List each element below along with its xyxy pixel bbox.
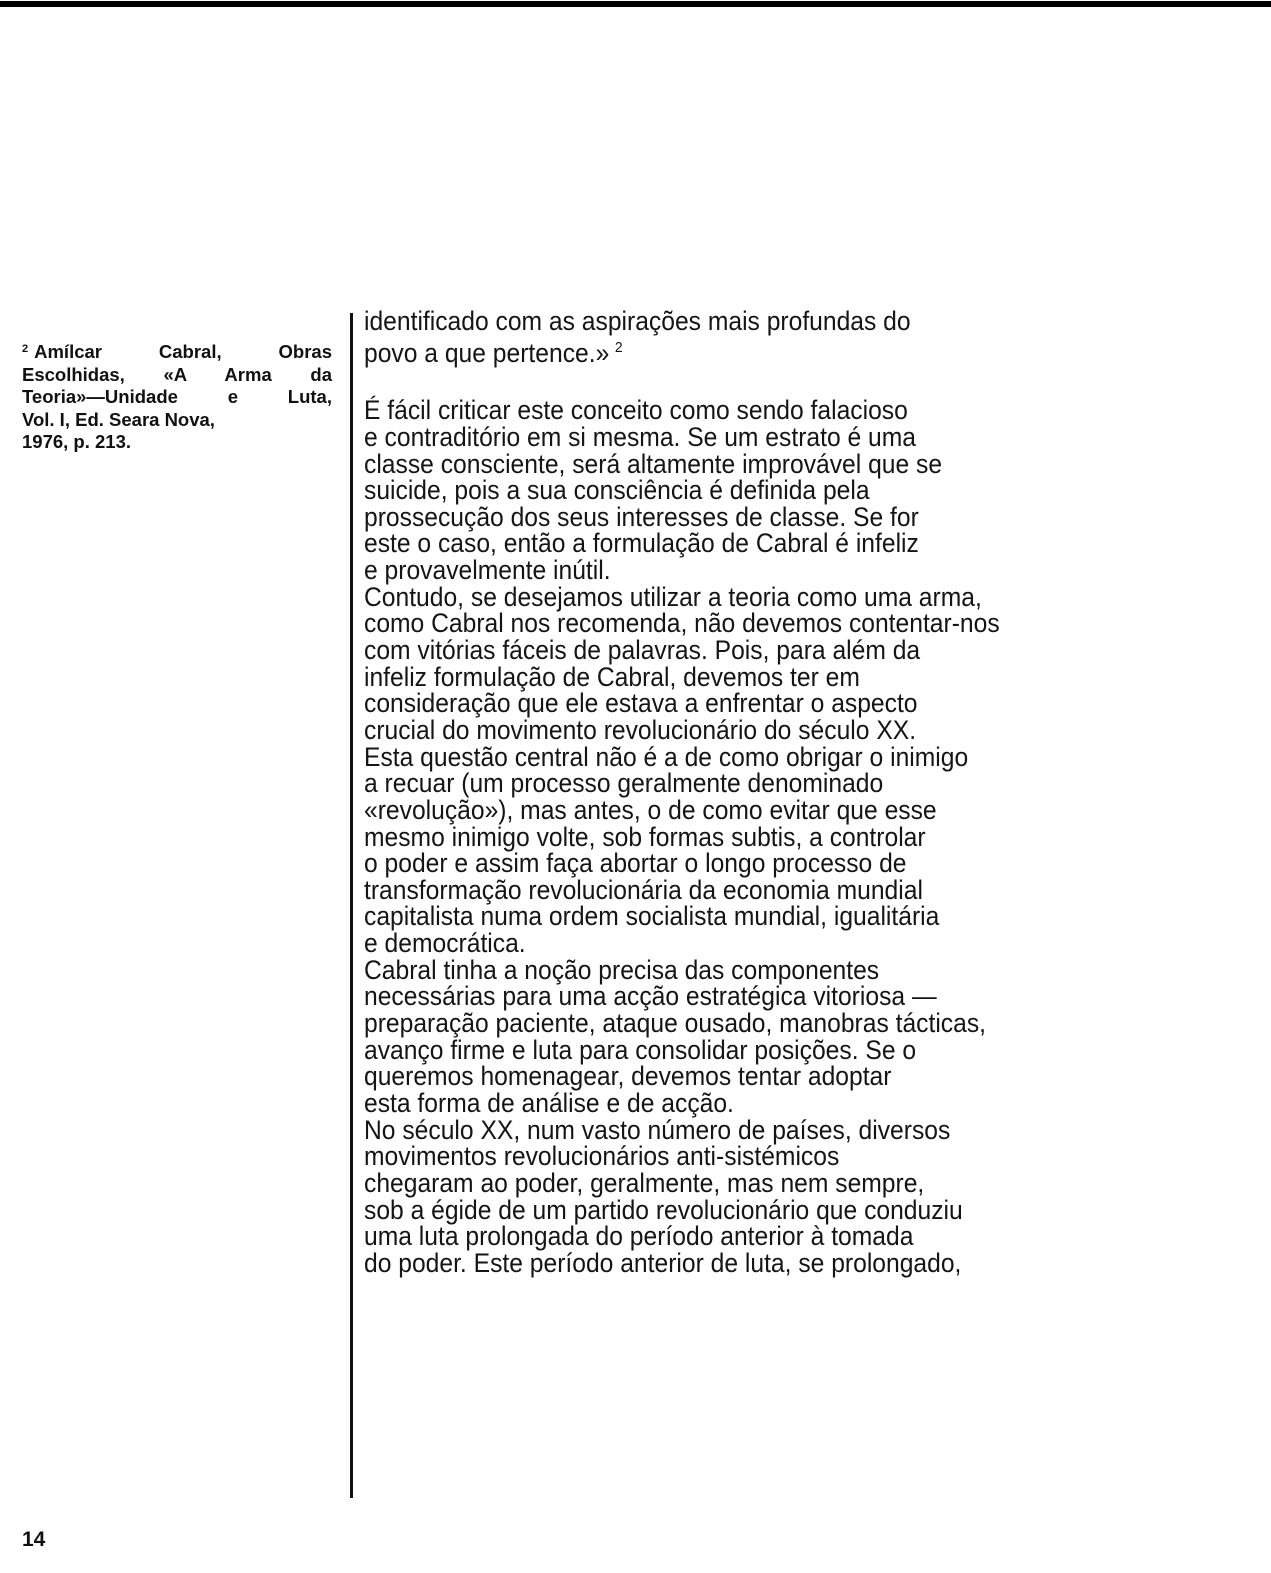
text-line: movimentos revolucionários anti-sistémicos: [364, 1141, 840, 1172]
text-line: É fácil criticar este conceito como sendo falacioso: [364, 395, 908, 426]
text-line: crucial do movimento revolucionário do século XX.: [364, 714, 917, 745]
text-line: transformação revolucionária da economia mundial: [364, 874, 923, 905]
text-line: No século XX, num vasto número de países, diversos: [364, 1114, 951, 1145]
text-line: identificado com as aspirações mais profundas do: [364, 306, 911, 336]
main-text-column: [364, 308, 1201, 1276]
text-line: suicide, pois a sua consciência é definida pela: [364, 475, 870, 506]
footnote-marker: 2: [22, 343, 29, 355]
text-line: prossecução dos seus interesses de classe. Se for: [364, 501, 919, 532]
text-line: mesmo inimigo volte, sob formas subtis, a controlar: [364, 821, 926, 852]
text-line: avanço firme e luta para consolidar posições. Se o: [364, 1034, 917, 1065]
text-line: infeliz formulação de Cabral, devemos ter em: [364, 661, 860, 692]
paragraph-1: [364, 395, 1201, 586]
text-line: como Cabral nos recomenda, não devemos contentar-nos: [364, 608, 1000, 639]
quote-ending: [364, 306, 1201, 368]
text-line: capitalista numa ordem socialista mundial, igualitária: [364, 901, 940, 932]
text-line: a recuar (um processo geralmente denominado: [364, 768, 884, 799]
text-line: Contudo, se desejamos utilizar a teoria como uma arma,: [364, 581, 982, 612]
sidenote-line: Vol. I, Ed. Seara Nova,: [22, 408, 215, 430]
text-line: «revolução»), mas antes, o de como evitar que esse: [364, 794, 937, 825]
page-number: 14: [22, 1528, 46, 1551]
text-line: Cabral tinha a noção precisa das componentes: [364, 954, 880, 985]
footnote-sidenote: [22, 338, 332, 454]
text-line: e contraditório em si mesma. Se um estrato é uma: [364, 421, 916, 452]
paragraph-2: [364, 581, 1201, 959]
text-line: esta forma de análise e de acção.: [364, 1087, 734, 1118]
text-line: Esta questão central não é a de como obrigar o inimigo: [364, 741, 969, 772]
text-line: chegaram ao poder, geralmente, mas nem sempre,: [364, 1167, 925, 1198]
sidenote-line: $^2$ Amílcar Cabral, Obras: [22, 341, 332, 362]
text-line: sob a égide de um partido revolucionário que conduziu: [364, 1194, 963, 1225]
scan-top-border: [0, 1, 1271, 7]
text-line: preparação paciente, ataque ousado, manobras tácticas,: [364, 1008, 987, 1039]
text-line: necessárias para uma acção estratégica vitoriosa —: [364, 981, 937, 1012]
margin-rule: [350, 313, 353, 1498]
sidenote-line: 1976, p. 213.: [22, 431, 132, 452]
paragraph-4: [364, 1114, 1201, 1278]
footnote-reference: 2: [614, 338, 623, 356]
text-line: e provavelmente inútil.: [364, 555, 611, 586]
sidenote-line: Teoria»—Unidade e Luta,: [22, 386, 332, 407]
text-line: classe consciente, será altamente improvável que se: [364, 448, 943, 479]
text-line: uma luta prolongada do período anterior à tomada: [364, 1221, 914, 1252]
text-line: do poder. Este período anterior de luta, se prolongado,: [364, 1247, 962, 1278]
text-line: povo a que pertence.» $^2$: [364, 337, 623, 368]
text-line: o poder e assim faça abortar o longo processo de: [364, 848, 907, 879]
text-line: consideração que ele estava a enfrentar o aspecto: [364, 688, 918, 719]
paragraph-3: [364, 954, 1201, 1118]
sidenote-line: Escolhidas, «A Arma da: [22, 363, 332, 385]
text-line: e democrática.: [364, 928, 526, 959]
text-line: este o caso, então a formulação de Cabral é infeliz: [364, 528, 919, 559]
text-line: com vitórias fáceis de palavras. Pois, para além da: [364, 635, 921, 666]
text-line: queremos homenagear, devemos tentar adoptar: [364, 1061, 892, 1092]
